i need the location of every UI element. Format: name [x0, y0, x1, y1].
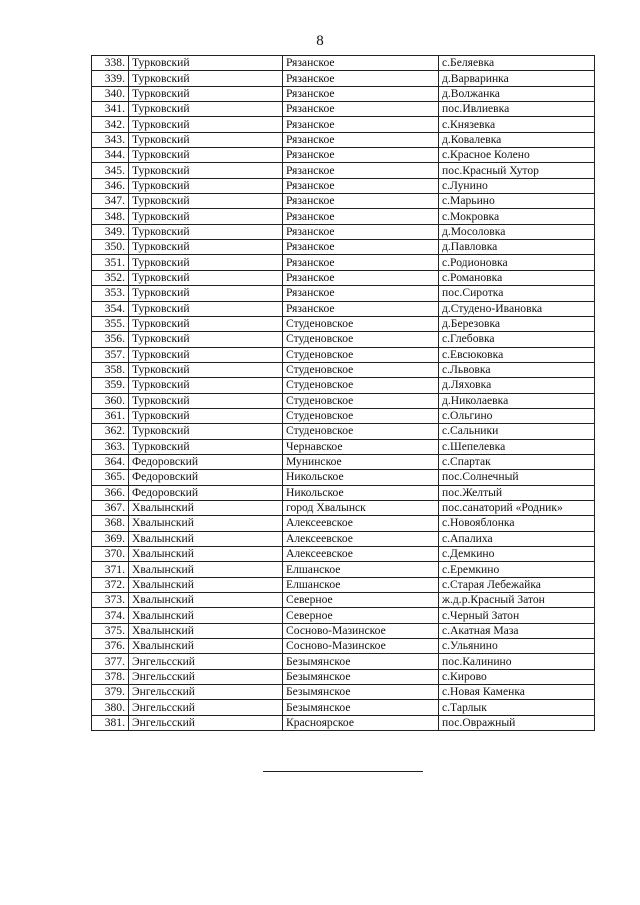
municipality-cell: Сосново-Мазинское: [283, 623, 439, 638]
settlement-cell: с.Глебовка: [439, 332, 595, 347]
row-number-cell: 379.: [92, 685, 129, 700]
row-number-cell: 360.: [92, 393, 129, 408]
municipality-cell: Елшанское: [283, 562, 439, 577]
municipality-cell: Сосново-Мазинское: [283, 639, 439, 654]
row-number-cell: 341.: [92, 102, 129, 117]
table-row: [92, 56, 595, 71]
table-row: [92, 194, 595, 209]
table-row: [92, 639, 595, 654]
settlements-table: [91, 55, 595, 731]
settlement-cell: с.Шепелевка: [439, 439, 595, 454]
table-row: [92, 485, 595, 500]
district-cell: Турковский: [129, 240, 283, 255]
settlement-cell: пос.Овражный: [439, 715, 595, 730]
table-row: [92, 316, 595, 331]
settlement-cell: с.Красное Колено: [439, 148, 595, 163]
settlement-cell: с.Ульянино: [439, 639, 595, 654]
row-number-cell: 349.: [92, 224, 129, 239]
table-row: [92, 608, 595, 623]
table-row: [92, 102, 595, 117]
table-row: [92, 301, 595, 316]
district-cell: Турковский: [129, 117, 283, 132]
municipality-cell: Студеновское: [283, 393, 439, 408]
row-number-cell: 350.: [92, 240, 129, 255]
district-cell: Хвалынский: [129, 547, 283, 562]
municipality-cell: Рязанское: [283, 163, 439, 178]
table-row: [92, 347, 595, 362]
row-number-cell: 344.: [92, 148, 129, 163]
district-cell: Хвалынский: [129, 516, 283, 531]
row-number-cell: 351.: [92, 255, 129, 270]
table-row: [92, 163, 595, 178]
district-cell: Турковский: [129, 286, 283, 301]
table-row: [92, 209, 595, 224]
district-cell: Энгельсский: [129, 700, 283, 715]
table-row: [92, 362, 595, 377]
district-cell: Турковский: [129, 56, 283, 71]
end-of-document-line: [263, 771, 423, 772]
district-cell: Турковский: [129, 424, 283, 439]
row-number-cell: 358.: [92, 362, 129, 377]
settlement-cell: с.Марьино: [439, 194, 595, 209]
table-row: [92, 178, 595, 193]
row-number-cell: 346.: [92, 178, 129, 193]
row-number-cell: 366.: [92, 485, 129, 500]
row-number-cell: 357.: [92, 347, 129, 362]
settlement-cell: д.Варваринка: [439, 71, 595, 86]
row-number-cell: 356.: [92, 332, 129, 347]
table-row: [92, 117, 595, 132]
table-row: [92, 654, 595, 669]
district-cell: Турковский: [129, 439, 283, 454]
row-number-cell: 367.: [92, 500, 129, 515]
table-row: [92, 562, 595, 577]
table-row: [92, 132, 595, 147]
district-cell: Энгельсский: [129, 669, 283, 684]
row-number-cell: 352.: [92, 270, 129, 285]
district-cell: Турковский: [129, 347, 283, 362]
settlement-cell: с.Мокровка: [439, 209, 595, 224]
municipality-cell: Рязанское: [283, 132, 439, 147]
district-cell: Турковский: [129, 316, 283, 331]
settlement-cell: с.Апалиха: [439, 531, 595, 546]
municipality-cell: Рязанское: [283, 71, 439, 86]
municipality-cell: Северное: [283, 593, 439, 608]
municipality-cell: Алексеевское: [283, 547, 439, 562]
district-cell: Хвалынский: [129, 593, 283, 608]
table-row: [92, 531, 595, 546]
settlement-cell: д.Николаевка: [439, 393, 595, 408]
district-cell: Хвалынский: [129, 608, 283, 623]
settlement-cell: д.Ляховка: [439, 378, 595, 393]
district-cell: Турковский: [129, 209, 283, 224]
row-number-cell: 339.: [92, 71, 129, 86]
district-cell: Турковский: [129, 362, 283, 377]
settlement-cell: д.Павловка: [439, 240, 595, 255]
row-number-cell: 353.: [92, 286, 129, 301]
municipality-cell: Рязанское: [283, 255, 439, 270]
municipality-cell: Рязанское: [283, 178, 439, 193]
district-cell: Турковский: [129, 378, 283, 393]
district-cell: Турковский: [129, 86, 283, 101]
row-number-cell: 374.: [92, 608, 129, 623]
municipality-cell: Рязанское: [283, 224, 439, 239]
settlement-cell: с.Кирово: [439, 669, 595, 684]
row-number-cell: 376.: [92, 639, 129, 654]
settlement-cell: с.Старая Лебежайка: [439, 577, 595, 592]
municipality-cell: Рязанское: [283, 56, 439, 71]
settlement-cell: д.Волжанка: [439, 86, 595, 101]
municipality-cell: Северное: [283, 608, 439, 623]
district-cell: Хвалынский: [129, 577, 283, 592]
municipality-cell: Рязанское: [283, 194, 439, 209]
row-number-cell: 381.: [92, 715, 129, 730]
district-cell: Турковский: [129, 148, 283, 163]
table-row: [92, 148, 595, 163]
row-number-cell: 378.: [92, 669, 129, 684]
settlement-cell: пос.санаторий «Родник»: [439, 500, 595, 515]
table-row: [92, 500, 595, 515]
row-number-cell: 347.: [92, 194, 129, 209]
settlement-cell: с.Демкино: [439, 547, 595, 562]
district-cell: Энгельсский: [129, 654, 283, 669]
table-row: [92, 86, 595, 101]
row-number-cell: 342.: [92, 117, 129, 132]
settlement-cell: с.Романовка: [439, 270, 595, 285]
district-cell: Федоровский: [129, 485, 283, 500]
district-cell: Турковский: [129, 194, 283, 209]
district-cell: Хвалынский: [129, 639, 283, 654]
district-cell: Турковский: [129, 102, 283, 117]
municipality-cell: Студеновское: [283, 362, 439, 377]
settlement-cell: с.Акатная Маза: [439, 623, 595, 638]
settlement-cell: с.Князевка: [439, 117, 595, 132]
municipality-cell: Чернавское: [283, 439, 439, 454]
municipality-cell: Мунинское: [283, 454, 439, 469]
row-number-cell: 370.: [92, 547, 129, 562]
table-row: [92, 685, 595, 700]
municipality-cell: Студеновское: [283, 408, 439, 423]
settlement-cell: пос.Сиротка: [439, 286, 595, 301]
municipality-cell: Рязанское: [283, 117, 439, 132]
district-cell: Федоровский: [129, 470, 283, 485]
district-cell: Турковский: [129, 163, 283, 178]
settlement-cell: с.Ольгино: [439, 408, 595, 423]
municipality-cell: Студеновское: [283, 347, 439, 362]
settlement-cell: с.Еремкино: [439, 562, 595, 577]
settlements-table-body: [92, 56, 595, 731]
row-number-cell: 365.: [92, 470, 129, 485]
settlement-cell: пос.Ивлиевка: [439, 102, 595, 117]
row-number-cell: 362.: [92, 424, 129, 439]
row-number-cell: 380.: [92, 700, 129, 715]
row-number-cell: 361.: [92, 408, 129, 423]
row-number-cell: 377.: [92, 654, 129, 669]
settlement-cell: пос.Красный Хутор: [439, 163, 595, 178]
table-row: [92, 255, 595, 270]
settlement-cell: с.Черный Затон: [439, 608, 595, 623]
table-row: [92, 470, 595, 485]
table-row: [92, 577, 595, 592]
settlement-cell: д.Ковалевка: [439, 132, 595, 147]
municipality-cell: Рязанское: [283, 240, 439, 255]
municipality-cell: Алексеевское: [283, 516, 439, 531]
settlement-cell: с.Тарлык: [439, 700, 595, 715]
settlement-cell: с.Родионовка: [439, 255, 595, 270]
settlement-cell: с.Новояблонка: [439, 516, 595, 531]
table-row: [92, 669, 595, 684]
settlement-cell: пос.Желтый: [439, 485, 595, 500]
table-row: [92, 547, 595, 562]
district-cell: Турковский: [129, 132, 283, 147]
row-number-cell: 372.: [92, 577, 129, 592]
municipality-cell: Безымянское: [283, 685, 439, 700]
table-row: [92, 408, 595, 423]
row-number-cell: 368.: [92, 516, 129, 531]
row-number-cell: 373.: [92, 593, 129, 608]
row-number-cell: 343.: [92, 132, 129, 147]
settlement-cell: д.Мосоловка: [439, 224, 595, 239]
municipality-cell: Рязанское: [283, 286, 439, 301]
district-cell: Турковский: [129, 224, 283, 239]
row-number-cell: 371.: [92, 562, 129, 577]
district-cell: Хвалынский: [129, 531, 283, 546]
municipality-cell: Алексеевское: [283, 531, 439, 546]
settlement-cell: с.Сальники: [439, 424, 595, 439]
table-row: [92, 240, 595, 255]
settlement-cell: с.Евсюковка: [439, 347, 595, 362]
row-number-cell: 354.: [92, 301, 129, 316]
table-row: [92, 715, 595, 730]
table-row: [92, 700, 595, 715]
row-number-cell: 375.: [92, 623, 129, 638]
table-row: [92, 378, 595, 393]
municipality-cell: Рязанское: [283, 209, 439, 224]
row-number-cell: 369.: [92, 531, 129, 546]
table-row: [92, 623, 595, 638]
table-row: [92, 270, 595, 285]
row-number-cell: 364.: [92, 454, 129, 469]
table-row: [92, 393, 595, 408]
district-cell: Федоровский: [129, 454, 283, 469]
table-row: [92, 516, 595, 531]
district-cell: Энгельсский: [129, 685, 283, 700]
municipality-cell: город Хвалынск: [283, 500, 439, 515]
district-cell: Хвалынский: [129, 562, 283, 577]
settlement-cell: д.Студено-Ивановка: [439, 301, 595, 316]
district-cell: Хвалынский: [129, 500, 283, 515]
table-row: [92, 424, 595, 439]
municipality-cell: Безымянское: [283, 700, 439, 715]
row-number-cell: 340.: [92, 86, 129, 101]
municipality-cell: Студеновское: [283, 378, 439, 393]
row-number-cell: 345.: [92, 163, 129, 178]
municipality-cell: Рязанское: [283, 86, 439, 101]
municipality-cell: Рязанское: [283, 102, 439, 117]
municipality-cell: Никольское: [283, 470, 439, 485]
row-number-cell: 348.: [92, 209, 129, 224]
municipality-cell: Студеновское: [283, 424, 439, 439]
settlement-cell: пос.Калинино: [439, 654, 595, 669]
municipality-cell: Рязанское: [283, 270, 439, 285]
table-row: [92, 224, 595, 239]
settlement-cell: пос.Солнечный: [439, 470, 595, 485]
district-cell: Турковский: [129, 255, 283, 270]
district-cell: Турковский: [129, 332, 283, 347]
district-cell: Турковский: [129, 408, 283, 423]
page-number: 8: [316, 33, 324, 49]
table-row: [92, 286, 595, 301]
table-row: [92, 332, 595, 347]
municipality-cell: Безымянское: [283, 669, 439, 684]
settlement-cell: д.Березовка: [439, 316, 595, 331]
row-number-cell: 359.: [92, 378, 129, 393]
district-cell: Турковский: [129, 178, 283, 193]
district-cell: Турковский: [129, 270, 283, 285]
settlement-cell: с.Спартак: [439, 454, 595, 469]
row-number-cell: 363.: [92, 439, 129, 454]
settlement-cell: ж.д.р.Красный Затон: [439, 593, 595, 608]
municipality-cell: Красноярское: [283, 715, 439, 730]
municipality-cell: Студеновское: [283, 332, 439, 347]
district-cell: Турковский: [129, 393, 283, 408]
municipality-cell: Студеновское: [283, 316, 439, 331]
settlement-cell: с.Лунино: [439, 178, 595, 193]
settlement-cell: с.Беляевка: [439, 56, 595, 71]
municipality-cell: Рязанское: [283, 301, 439, 316]
municipality-cell: Рязанское: [283, 148, 439, 163]
district-cell: Хвалынский: [129, 623, 283, 638]
district-cell: Энгельсский: [129, 715, 283, 730]
table-row: [92, 454, 595, 469]
row-number-cell: 355.: [92, 316, 129, 331]
table-row: [92, 439, 595, 454]
table-row: [92, 71, 595, 86]
district-cell: Турковский: [129, 71, 283, 86]
municipality-cell: Елшанское: [283, 577, 439, 592]
municipality-cell: Никольское: [283, 485, 439, 500]
settlement-cell: с.Новая Каменка: [439, 685, 595, 700]
municipality-cell: Безымянское: [283, 654, 439, 669]
table-row: [92, 593, 595, 608]
district-cell: Турковский: [129, 301, 283, 316]
settlement-cell: с.Львовка: [439, 362, 595, 377]
row-number-cell: 338.: [92, 56, 129, 71]
